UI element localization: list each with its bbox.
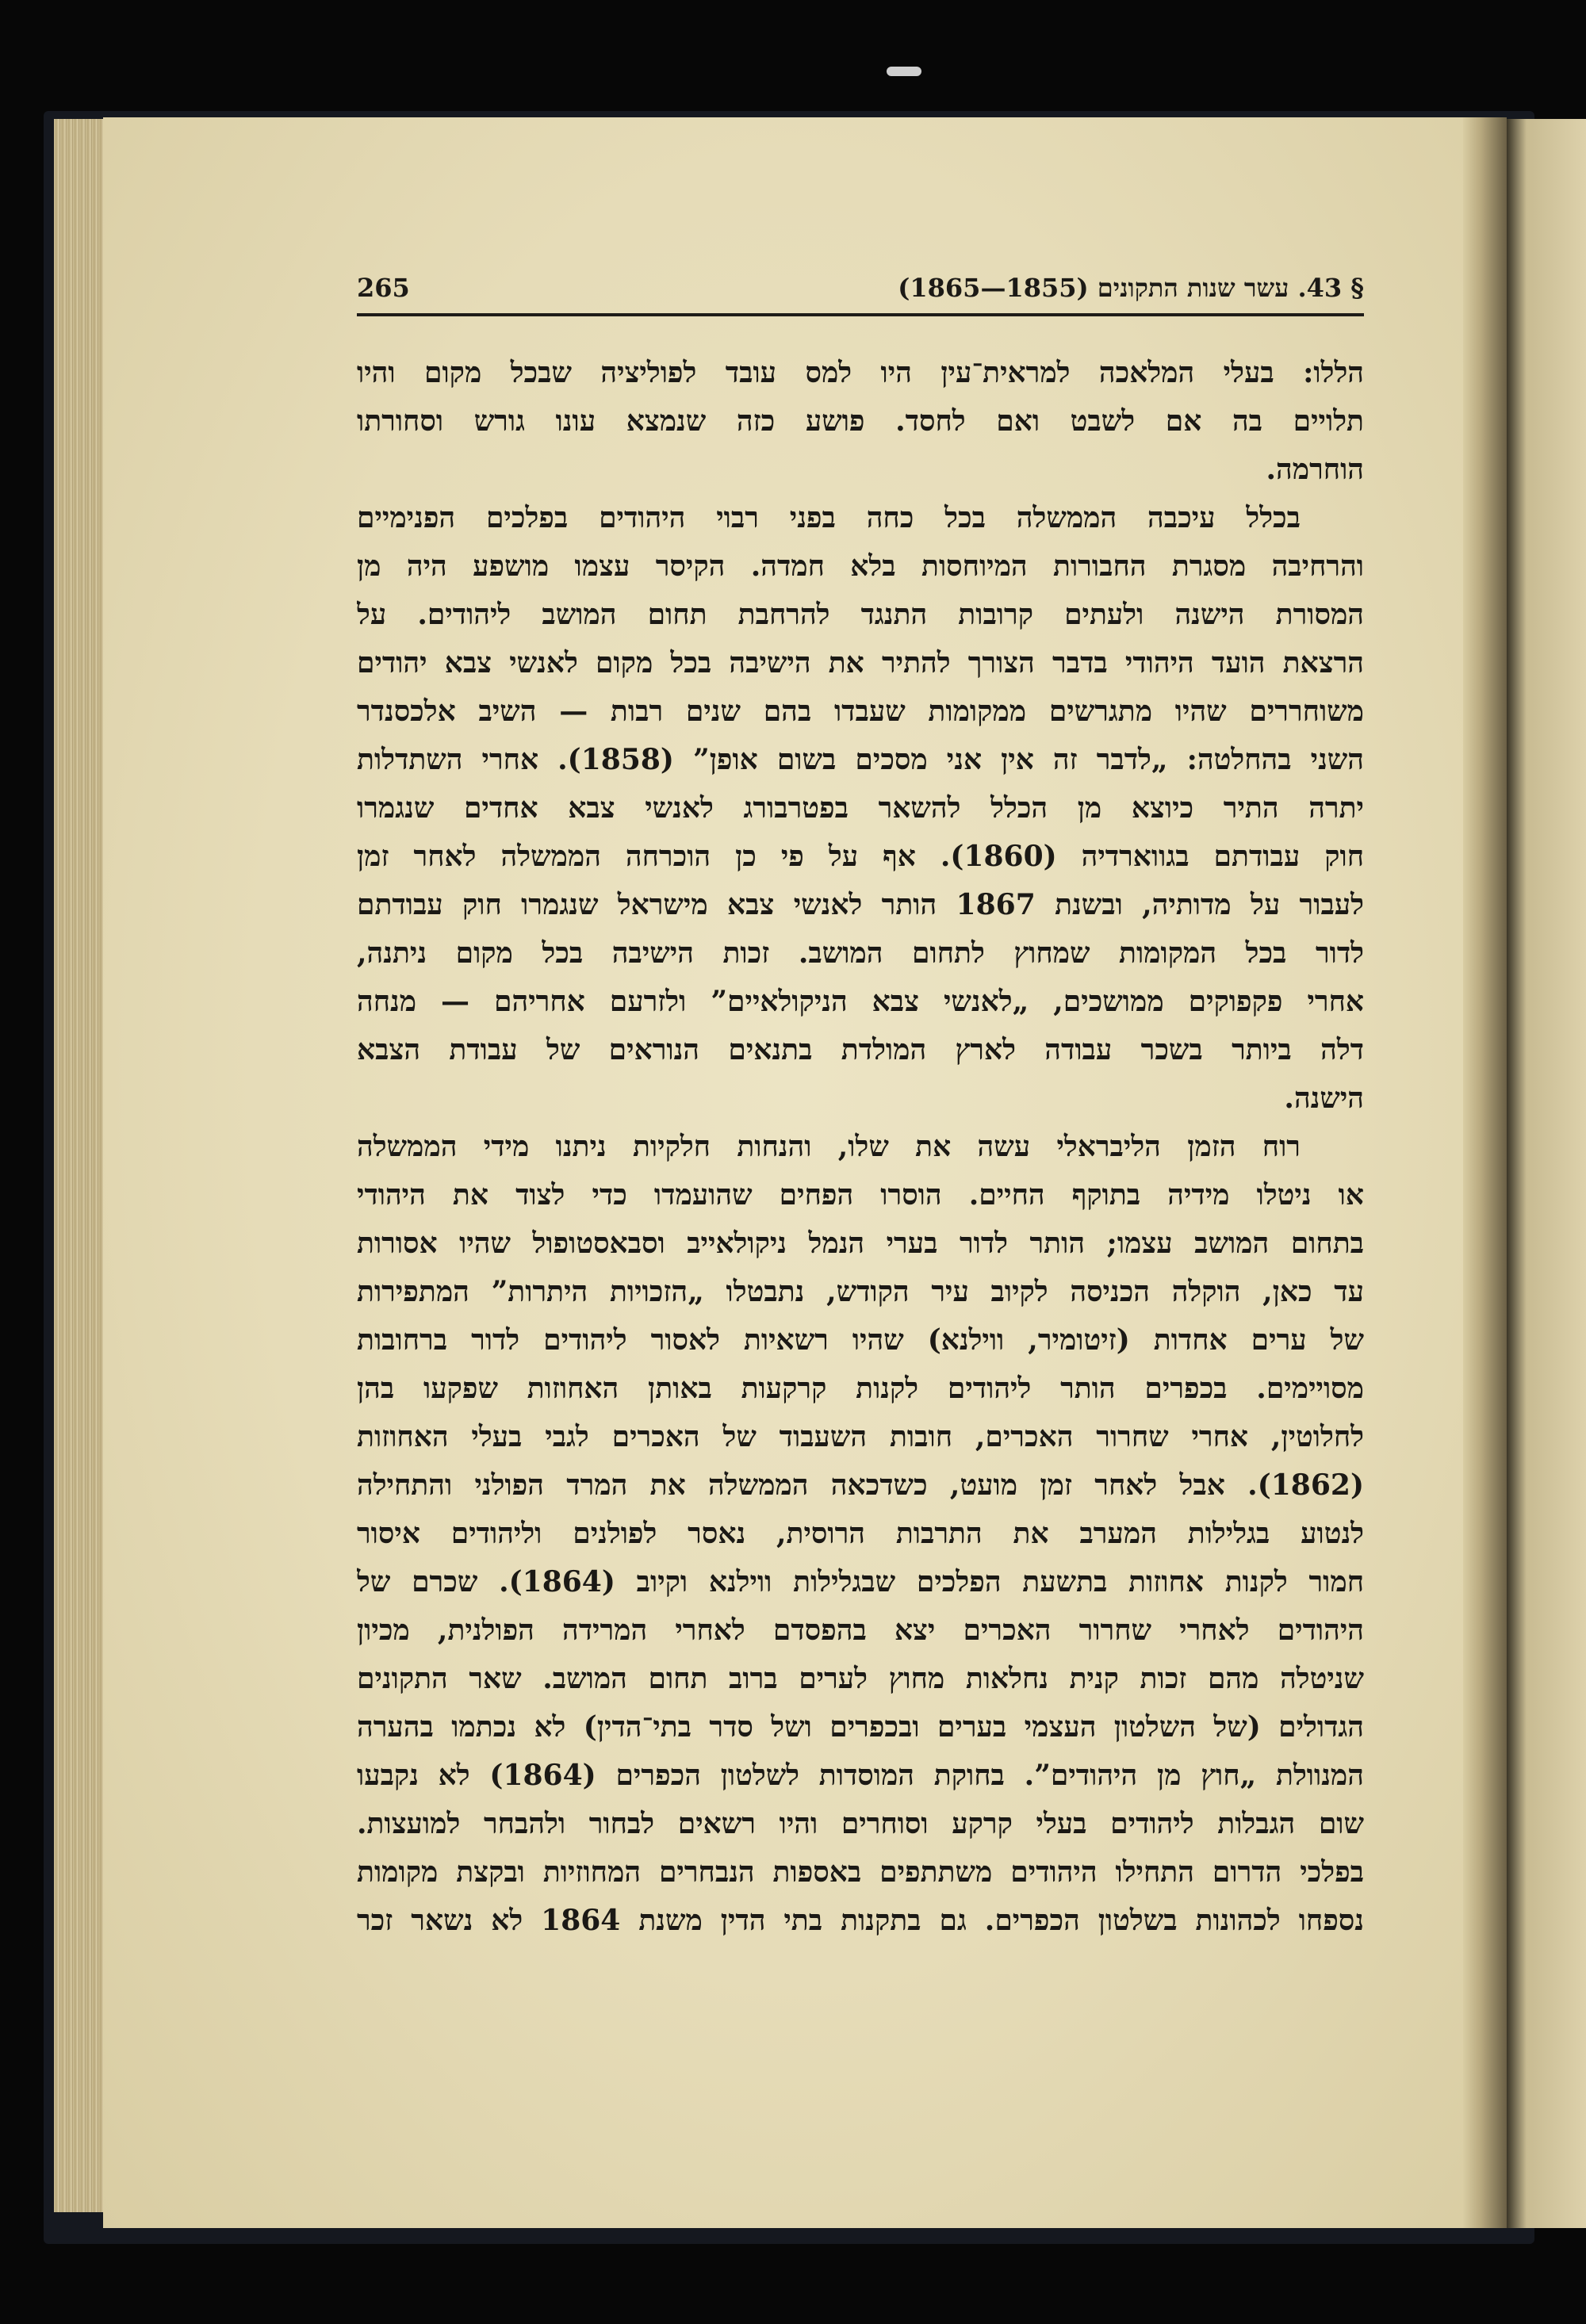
paragraph	[357, 494, 1364, 1123]
text-line: לנטוע בגלילות המערב את התרבות הרוסית, נאסר לפולנים וליהודים איסור	[357, 1517, 1364, 1550]
text-line: משוחררים שהיו מתגרשים ממקומות שעבדו בהם שנים רבות — השיב אלכסנדר	[357, 695, 1364, 728]
text-line: יתרה התיר כיוצא מן הכלל להשאר בפטרבורג לאנשי צבא אחדים שנגמרו	[357, 791, 1364, 825]
header-rule	[357, 313, 1364, 316]
body-text	[357, 349, 1364, 1945]
text-line: דלה ביותר בשכר עבודה לארץ המולדת בתנאים הנוראים של עבודת הצבא	[357, 1033, 1364, 1066]
text-line: השני בהחלטה: „לדבר זה אין אני מסכים בשום אופן” (1858). אחרי השתדלות	[357, 743, 1364, 776]
text-line: נספחו לכהונות בשלטון הכפרים. גם בתקנות בתי הדין משנת 1864 לא נשאר זכר	[357, 1904, 1364, 1937]
text-line: עד כאן, הוקלה הכניסה לקיוב עיר הקודש, נתבטלו „הזכויות היתרות” המתפירות	[357, 1275, 1364, 1308]
text-line: (1862). אבל לאחר זמן מועט, כשדכאה הממשלה את המרד הפולני והתחילה	[357, 1468, 1364, 1502]
text-line: המנוולת „חוץ מן היהודים”. בחוקת המוסדות לשלטון הכפרים (1864) לא נקבעו	[357, 1759, 1364, 1792]
facing-page-edge	[1507, 119, 1586, 2228]
text-line: מסויימים. בכפרים הותר ליהודים לקנות קרקעות באותן האחוזות שפקעו בהן	[357, 1372, 1364, 1405]
text-line: אחרי פקפוקים ממושכים, „לאנשי צבא הניקולאיים” ולזרעם אחריהם — מנחה	[357, 985, 1364, 1018]
running-title: § 43. עשר שנות התקונים (1855—1865)	[898, 273, 1364, 303]
text-line: והרחיבה מסגרת החבורות המיוחסות בלא חמדה. הקיסר עצמו מושפע היה מן	[357, 549, 1364, 583]
page-gutter	[1463, 117, 1507, 2228]
binding-mark	[887, 67, 921, 76]
text-line: תלויים בה אם לשבט ואם לחסד. פושע כזה שנמצא עונו גורש וסחורתו	[357, 404, 1364, 438]
text-line: שניטלה מהם זכות קנית נחלאות מחוץ לערים ברוב תחום המושב. שאר התקונים	[357, 1662, 1364, 1695]
page-header	[357, 270, 1364, 309]
text-line: בתחום המושב עצמו; הותר לדור בערי הנמל ניקולאייב וסבאסטופול שהיו אסורות	[357, 1227, 1364, 1260]
text-line: או ניטלו מידיה בתוקף החיים. הוסרו הפחים שהועמדו כדי לצוד את היהודי	[357, 1178, 1364, 1212]
text-line: הללו: בעלי המלאכה למראית־עין היו למס עובד לפוליציה שבכל מקום והיו	[357, 356, 1364, 389]
text-line: חמור לקנות אחוזות בתשעת הפלכים שבגלילות ווילנא וקיוב (1864). שכרם של	[357, 1565, 1364, 1598]
text-line: בכלל עיכבה הממשלה בכל כחה בפני רבוי היהודים בפלכים הפנימיים	[357, 501, 1301, 534]
text-line: חוק עבודתם בגווארדיה (1860). אף על פי כן הוכרחה הממשלה לאחר זמן	[357, 840, 1364, 873]
paragraph	[357, 1123, 1364, 1945]
text-line: לעבור על מדותיה, ובשנת 1867 הותר לאנשי צבא מישראל שנגמרו חוק עבודתם	[357, 888, 1364, 921]
text-line: היהודים לאחרי שחרור האכרים יצא בהפסדם לאחרי המרידה הפולנית, מכיון	[357, 1614, 1364, 1647]
text-line: הגדולים (של השלטון העצמי בערים ובכפרים ושל סדר בתי־הדין) לא נכתמו בהערה	[357, 1710, 1364, 1744]
text-line: הישנה.	[1284, 1082, 1364, 1115]
text-line: הרצאת הועד היהודי בדבר הצורך להתיר את הישיבה בכל מקום לאנשי צבא יהודים	[357, 646, 1364, 680]
text-line: לדור בכל המקומות שמחוץ לתחום המושב. זכות הישיבה בכל מקום ניתנה,	[357, 936, 1364, 970]
text-line: המסורת הישנה ולעתים קרובות התנגד להרחבת תחום המושב ליהודים. על	[357, 598, 1364, 631]
text-line: רוח הזמן הליבראלי עשה את שלו, והנחות חלקיות ניתנו מידי הממשלה	[357, 1130, 1301, 1163]
text-line: הוחרמה.	[1266, 453, 1364, 486]
paragraph	[357, 349, 1364, 494]
page-number: 265	[357, 273, 410, 303]
text-line: לחלוטין, אחרי שחרור האכרים, חובות השעבוד של האכרים לגבי בעלי האחוזות	[357, 1420, 1364, 1453]
text-line: של ערים אחדות (זיטומיר, ווילנא) שהיו רשאיות לאסור ליהודים לדור ברחובות	[357, 1323, 1364, 1357]
text-line: בפלכי הדרום התחילו היהודים משתתפים באספות הנבחרים המחוזיות ובקצת מקומות	[357, 1855, 1364, 1889]
text-line: שום הגבלות ליהודים בעלי קרקע וסוחרים והיו רשאים לבחור ולהבחר למועצות.	[357, 1807, 1364, 1840]
